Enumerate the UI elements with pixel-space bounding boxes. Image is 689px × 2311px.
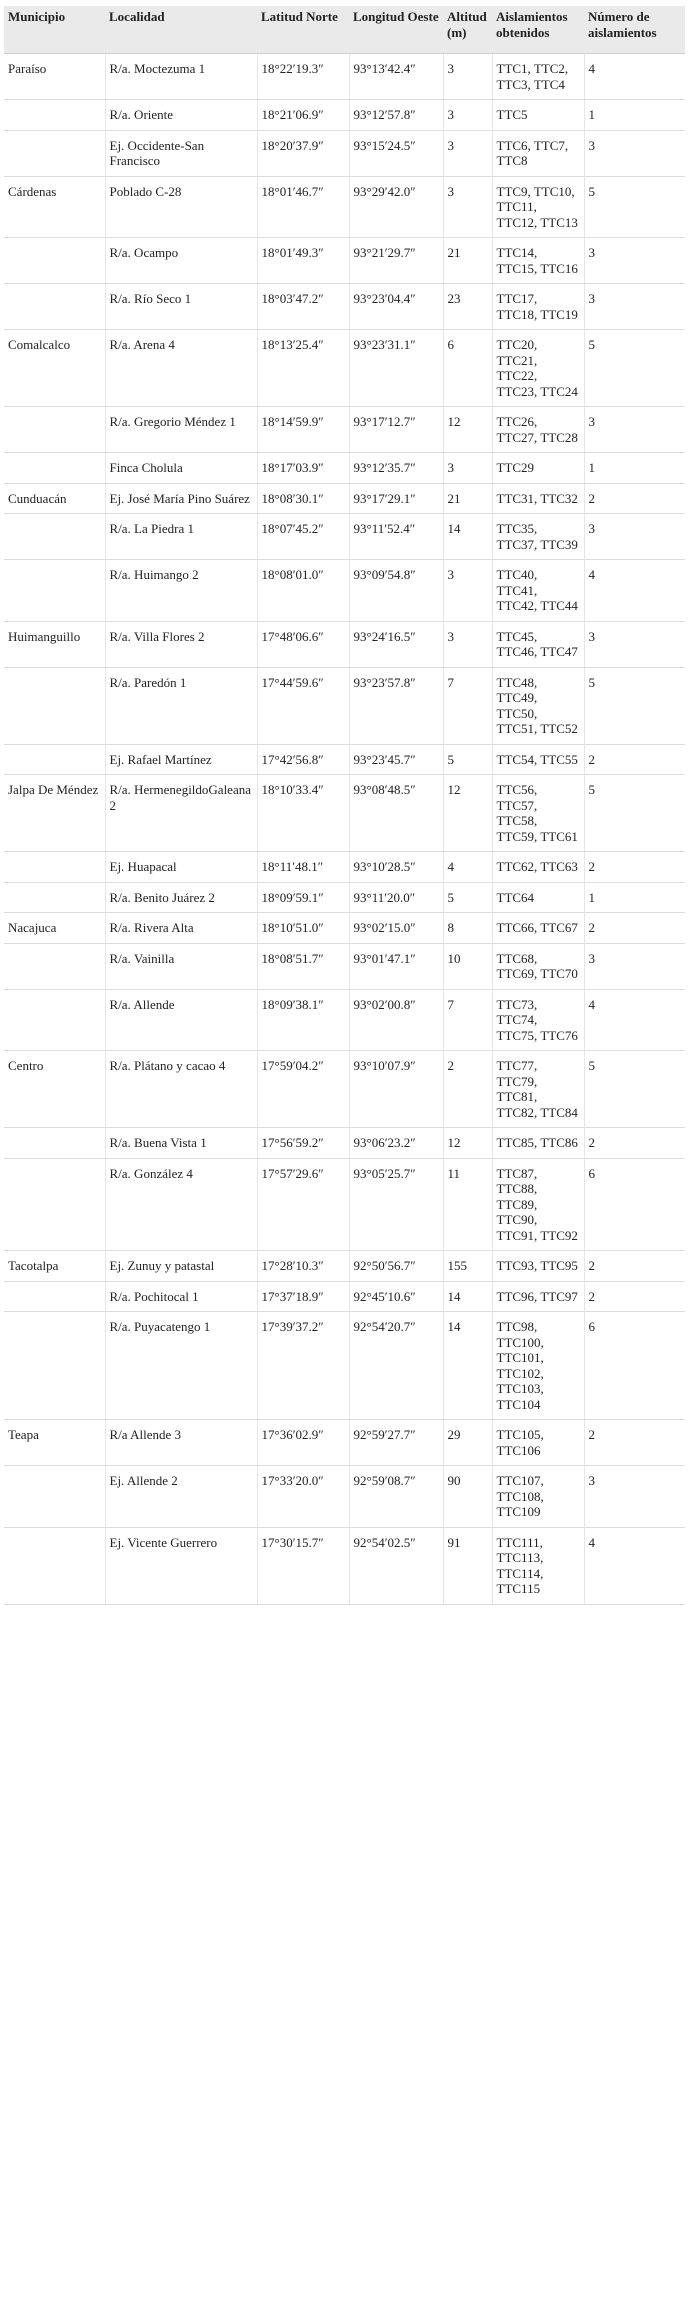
table-row (4, 1527, 685, 1604)
cell-aislamientos: TTC68, TTC69, TTC70 (492, 943, 584, 989)
table-row (4, 667, 685, 744)
cell-longitud: 93°11′20.0″ (349, 882, 443, 913)
table-row (4, 514, 685, 560)
cell-latitud: 17°28′10.3″ (257, 1251, 349, 1282)
table-row (4, 1158, 685, 1251)
table-row (4, 176, 685, 238)
cell-numero: 3 (584, 407, 685, 453)
cell-altitud: 21 (443, 238, 492, 284)
header-aislamientos: Aislamientos obtenidos (492, 6, 584, 54)
header-longitud: Longitud Oeste (349, 6, 443, 54)
table-row (4, 560, 685, 622)
cell-longitud: 93°21′29.7″ (349, 238, 443, 284)
cell-localidad: R/a. Rivera Alta (105, 913, 257, 944)
cell-localidad: Ej. Zunuy y patastal (105, 1251, 257, 1282)
table-row (4, 54, 685, 100)
cell-altitud: 3 (443, 130, 492, 176)
cell-municipio: Huimanguillo (4, 621, 105, 667)
cell-latitud: 18°09′59.1″ (257, 882, 349, 913)
cell-localidad: R/a. González 4 (105, 1158, 257, 1251)
cell-aislamientos: TTC29 (492, 453, 584, 484)
cell-latitud: 18°03′47.2″ (257, 284, 349, 330)
cell-aislamientos: TTC20, TTC21, TTC22, TTC23, TTC24 (492, 330, 584, 407)
header-latitud: Latitud Norte (257, 6, 349, 54)
header-numero: Número de aislamientos (584, 6, 685, 54)
table-row (4, 744, 685, 775)
cell-latitud: 17°59′04.2″ (257, 1051, 349, 1128)
cell-numero: 1 (584, 453, 685, 484)
table-row (4, 483, 685, 514)
cell-latitud: 18°08′30.1″ (257, 483, 349, 514)
cell-longitud: 93°06′23.2″ (349, 1128, 443, 1159)
cell-altitud: 29 (443, 1420, 492, 1466)
cell-longitud: 93°23′45.7″ (349, 744, 443, 775)
cell-longitud: 93°01′47.1″ (349, 943, 443, 989)
table-row (4, 913, 685, 944)
cell-aislamientos: TTC48, TTC49, TTC50, TTC51, TTC52 (492, 667, 584, 744)
cell-latitud: 18°20′37.9″ (257, 130, 349, 176)
table-row (4, 453, 685, 484)
cell-longitud: 92°54′02.5″ (349, 1527, 443, 1604)
cell-longitud: 93°09′54.8″ (349, 560, 443, 622)
cell-aislamientos: TTC98, TTC100, TTC101, TTC102, TTC103, TTC104 (492, 1312, 584, 1420)
cell-localidad: Ej. Vicente Guerrero (105, 1527, 257, 1604)
cell-latitud: 18°10′33.4″ (257, 775, 349, 852)
cell-localidad: Finca Cholula (105, 453, 257, 484)
table-row (4, 130, 685, 176)
cell-latitud: 17°39′37.2″ (257, 1312, 349, 1420)
cell-latitud: 18°11′48.1″ (257, 852, 349, 883)
isolates-table (4, 6, 685, 1605)
table-row (4, 621, 685, 667)
cell-municipio: Cárdenas (4, 176, 105, 238)
cell-municipio (4, 852, 105, 883)
cell-longitud: 92°45′10.6″ (349, 1281, 443, 1312)
cell-numero: 3 (584, 943, 685, 989)
cell-municipio (4, 882, 105, 913)
table-row (4, 775, 685, 852)
cell-longitud: 93°11′52.4″ (349, 514, 443, 560)
cell-aislamientos: TTC87, TTC88, TTC89, TTC90, TTC91, TTC92 (492, 1158, 584, 1251)
cell-numero: 2 (584, 852, 685, 883)
table-row (4, 1251, 685, 1282)
cell-aislamientos: TTC64 (492, 882, 584, 913)
cell-latitud: 18°22′19.3″ (257, 54, 349, 100)
cell-altitud: 3 (443, 621, 492, 667)
cell-longitud: 93°23′31.1″ (349, 330, 443, 407)
cell-longitud: 93°02′00.8″ (349, 989, 443, 1051)
table-row (4, 1312, 685, 1420)
cell-localidad: R/a. Buena Vista 1 (105, 1128, 257, 1159)
table-row (4, 284, 685, 330)
cell-latitud: 17°30′15.7″ (257, 1527, 349, 1604)
cell-municipio (4, 100, 105, 131)
cell-altitud: 3 (443, 176, 492, 238)
cell-municipio: Tacotalpa (4, 1251, 105, 1282)
cell-localidad: R/a. La Piedra 1 (105, 514, 257, 560)
cell-numero: 5 (584, 667, 685, 744)
cell-numero: 2 (584, 1420, 685, 1466)
cell-numero: 6 (584, 1158, 685, 1251)
cell-numero: 3 (584, 284, 685, 330)
cell-altitud: 3 (443, 54, 492, 100)
cell-numero: 4 (584, 989, 685, 1051)
table-row (4, 943, 685, 989)
cell-longitud: 93°23′57.8″ (349, 667, 443, 744)
cell-municipio: Jalpa De Méndez (4, 775, 105, 852)
cell-municipio (4, 284, 105, 330)
cell-altitud: 5 (443, 882, 492, 913)
cell-altitud: 3 (443, 453, 492, 484)
cell-latitud: 17°44′59.6″ (257, 667, 349, 744)
cell-municipio: Paraíso (4, 54, 105, 100)
table-row (4, 1051, 685, 1128)
cell-numero: 6 (584, 1312, 685, 1420)
cell-numero: 2 (584, 1251, 685, 1282)
cell-numero: 3 (584, 130, 685, 176)
cell-municipio: Cunduacán (4, 483, 105, 514)
cell-localidad: R/a. Gregorio Méndez 1 (105, 407, 257, 453)
cell-numero: 1 (584, 882, 685, 913)
cell-altitud: 91 (443, 1527, 492, 1604)
cell-localidad: R/a. HermenegildoGaleana 2 (105, 775, 257, 852)
cell-numero: 3 (584, 621, 685, 667)
cell-aislamientos: TTC93, TTC95 (492, 1251, 584, 1282)
cell-altitud: 5 (443, 744, 492, 775)
cell-altitud: 90 (443, 1466, 492, 1528)
cell-municipio (4, 407, 105, 453)
cell-numero: 3 (584, 238, 685, 284)
cell-aislamientos: TTC73, TTC74, TTC75, TTC76 (492, 989, 584, 1051)
cell-longitud: 93°10′07.9″ (349, 1051, 443, 1128)
cell-longitud: 93°12′35.7″ (349, 453, 443, 484)
cell-aislamientos: TTC40, TTC41, TTC42, TTC44 (492, 560, 584, 622)
cell-latitud: 18°10′51.0″ (257, 913, 349, 944)
cell-numero: 1 (584, 100, 685, 131)
cell-longitud: 93°17′12.7″ (349, 407, 443, 453)
cell-longitud: 93°05′25.7″ (349, 1158, 443, 1251)
table-row (4, 882, 685, 913)
cell-altitud: 155 (443, 1251, 492, 1282)
cell-altitud: 12 (443, 1128, 492, 1159)
cell-altitud: 14 (443, 1281, 492, 1312)
cell-aislamientos: TTC17, TTC18, TTC19 (492, 284, 584, 330)
cell-aislamientos: TTC107, TTC108, TTC109 (492, 1466, 584, 1528)
cell-longitud: 93°02′15.0″ (349, 913, 443, 944)
cell-municipio (4, 744, 105, 775)
cell-longitud: 93°15′24.5″ (349, 130, 443, 176)
cell-aislamientos: TTC45, TTC46, TTC47 (492, 621, 584, 667)
cell-localidad: Poblado C-28 (105, 176, 257, 238)
cell-localidad: R/a. Ocampo (105, 238, 257, 284)
cell-latitud: 18°07′45.2″ (257, 514, 349, 560)
cell-numero: 4 (584, 1527, 685, 1604)
cell-latitud: 18°14′59.9″ (257, 407, 349, 453)
cell-numero: 5 (584, 1051, 685, 1128)
cell-municipio (4, 1158, 105, 1251)
header-municipio: Municipio (4, 6, 105, 54)
cell-longitud: 93°08′48.5″ (349, 775, 443, 852)
cell-municipio (4, 130, 105, 176)
cell-longitud: 93°17′29.1″ (349, 483, 443, 514)
cell-numero: 5 (584, 176, 685, 238)
cell-aislamientos: TTC96, TTC97 (492, 1281, 584, 1312)
cell-municipio (4, 1281, 105, 1312)
cell-aislamientos: TTC9, TTC10, TTC11, TTC12, TTC13 (492, 176, 584, 238)
cell-altitud: 14 (443, 514, 492, 560)
table-row (4, 407, 685, 453)
cell-altitud: 3 (443, 100, 492, 131)
cell-aislamientos: TTC111, TTC113, TTC114, TTC115 (492, 1527, 584, 1604)
cell-altitud: 3 (443, 560, 492, 622)
cell-numero: 2 (584, 744, 685, 775)
cell-numero: 5 (584, 330, 685, 407)
table-row (4, 1420, 685, 1466)
cell-numero: 2 (584, 1281, 685, 1312)
cell-localidad: R/a. Río Seco 1 (105, 284, 257, 330)
cell-altitud: 23 (443, 284, 492, 330)
cell-aislamientos: TTC35, TTC37, TTC39 (492, 514, 584, 560)
cell-municipio (4, 453, 105, 484)
cell-altitud: 21 (443, 483, 492, 514)
cell-latitud: 17°37′18.9″ (257, 1281, 349, 1312)
cell-municipio: Teapa (4, 1420, 105, 1466)
cell-altitud: 12 (443, 407, 492, 453)
cell-localidad: Ej. Occidente-San Francisco (105, 130, 257, 176)
cell-longitud: 92°54′20.7″ (349, 1312, 443, 1420)
cell-localidad: R/a. Oriente (105, 100, 257, 131)
cell-aislamientos: TTC66, TTC67 (492, 913, 584, 944)
cell-aislamientos: TTC6, TTC7, TTC8 (492, 130, 584, 176)
cell-longitud: 93°10′28.5″ (349, 852, 443, 883)
table-body (4, 54, 685, 1605)
cell-municipio (4, 667, 105, 744)
cell-localidad: R/a. Huimango 2 (105, 560, 257, 622)
cell-altitud: 6 (443, 330, 492, 407)
cell-altitud: 8 (443, 913, 492, 944)
cell-localidad: Ej. Allende 2 (105, 1466, 257, 1528)
cell-latitud: 17°56′59.2″ (257, 1128, 349, 1159)
cell-altitud: 12 (443, 775, 492, 852)
cell-aislamientos: TTC77, TTC79, TTC81, TTC82, TTC84 (492, 1051, 584, 1128)
table-row (4, 1466, 685, 1528)
table-row (4, 852, 685, 883)
cell-aislamientos: TTC1, TTC2, TTC3, TTC4 (492, 54, 584, 100)
cell-aislamientos: TTC31, TTC32 (492, 483, 584, 514)
cell-numero: 4 (584, 560, 685, 622)
table-row (4, 100, 685, 131)
cell-localidad: R/a. Benito Juárez 2 (105, 882, 257, 913)
cell-longitud: 93°13′42.4″ (349, 54, 443, 100)
cell-numero: 5 (584, 775, 685, 852)
cell-longitud: 93°29′42.0″ (349, 176, 443, 238)
cell-altitud: 7 (443, 667, 492, 744)
cell-longitud: 92°59′27.7″ (349, 1420, 443, 1466)
cell-aislamientos: TTC62, TTC63 (492, 852, 584, 883)
cell-longitud: 93°12′57.8″ (349, 100, 443, 131)
table-header (4, 6, 685, 54)
cell-localidad: Ej. Rafael Martínez (105, 744, 257, 775)
cell-municipio (4, 560, 105, 622)
cell-localidad: R/a. Arena 4 (105, 330, 257, 407)
cell-localidad: R/a. Plátano y cacao 4 (105, 1051, 257, 1128)
cell-latitud: 17°36′02.9″ (257, 1420, 349, 1466)
cell-localidad: R/a. Pochitocal 1 (105, 1281, 257, 1312)
cell-latitud: 18°17′03.9″ (257, 453, 349, 484)
cell-municipio (4, 989, 105, 1051)
cell-latitud: 17°42′56.8″ (257, 744, 349, 775)
cell-localidad: R/a. Paredón 1 (105, 667, 257, 744)
cell-latitud: 17°48′06.6″ (257, 621, 349, 667)
cell-localidad: Ej. Huapacal (105, 852, 257, 883)
cell-latitud: 18°01′49.3″ (257, 238, 349, 284)
cell-localidad: R/a. Allende (105, 989, 257, 1051)
cell-aislamientos: TTC56, TTC57, TTC58, TTC59, TTC61 (492, 775, 584, 852)
cell-latitud: 18°01′46.7″ (257, 176, 349, 238)
cell-municipio: Centro (4, 1051, 105, 1128)
header-row (4, 6, 685, 54)
cell-aislamientos: TTC54, TTC55 (492, 744, 584, 775)
cell-longitud: 92°59′08.7″ (349, 1466, 443, 1528)
cell-localidad: R/a. Moctezuma 1 (105, 54, 257, 100)
cell-aislamientos: TTC85, TTC86 (492, 1128, 584, 1159)
cell-longitud: 92°50′56.7″ (349, 1251, 443, 1282)
cell-longitud: 93°23′04.4″ (349, 284, 443, 330)
cell-numero: 3 (584, 514, 685, 560)
cell-municipio (4, 238, 105, 284)
cell-municipio: Comalcalco (4, 330, 105, 407)
cell-localidad: R/a Allende 3 (105, 1420, 257, 1466)
cell-municipio (4, 1527, 105, 1604)
cell-latitud: 18°08′51.7″ (257, 943, 349, 989)
cell-aislamientos: TTC14, TTC15, TTC16 (492, 238, 584, 284)
table-row (4, 989, 685, 1051)
cell-localidad: R/a. Vainilla (105, 943, 257, 989)
cell-latitud: 17°57′29.6″ (257, 1158, 349, 1251)
header-localidad: Localidad (105, 6, 257, 54)
cell-municipio: Nacajuca (4, 913, 105, 944)
cell-aislamientos: TTC105, TTC106 (492, 1420, 584, 1466)
cell-altitud: 11 (443, 1158, 492, 1251)
cell-latitud: 17°33′20.0″ (257, 1466, 349, 1528)
cell-altitud: 2 (443, 1051, 492, 1128)
cell-municipio (4, 1128, 105, 1159)
cell-altitud: 14 (443, 1312, 492, 1420)
cell-localidad: R/a. Puyacatengo 1 (105, 1312, 257, 1420)
cell-altitud: 10 (443, 943, 492, 989)
cell-localidad: Ej. José María Pino Suárez (105, 483, 257, 514)
cell-altitud: 7 (443, 989, 492, 1051)
cell-localidad: R/a. Villa Flores 2 (105, 621, 257, 667)
cell-numero: 2 (584, 483, 685, 514)
table-row (4, 238, 685, 284)
cell-municipio (4, 1466, 105, 1528)
cell-longitud: 93°24′16.5″ (349, 621, 443, 667)
cell-municipio (4, 1312, 105, 1420)
cell-municipio (4, 943, 105, 989)
cell-numero: 2 (584, 1128, 685, 1159)
header-altitud: Altitud (m) (443, 6, 492, 54)
cell-numero: 2 (584, 913, 685, 944)
cell-municipio (4, 514, 105, 560)
table-row (4, 330, 685, 407)
cell-aislamientos: TTC26, TTC27, TTC28 (492, 407, 584, 453)
cell-latitud: 18°21′06.9″ (257, 100, 349, 131)
cell-latitud: 18°09′38.1″ (257, 989, 349, 1051)
cell-numero: 4 (584, 54, 685, 100)
cell-numero: 3 (584, 1466, 685, 1528)
table-row (4, 1281, 685, 1312)
cell-aislamientos: TTC5 (492, 100, 584, 131)
cell-latitud: 18°08′01.0″ (257, 560, 349, 622)
cell-altitud: 4 (443, 852, 492, 883)
table-row (4, 1128, 685, 1159)
cell-latitud: 18°13′25.4″ (257, 330, 349, 407)
